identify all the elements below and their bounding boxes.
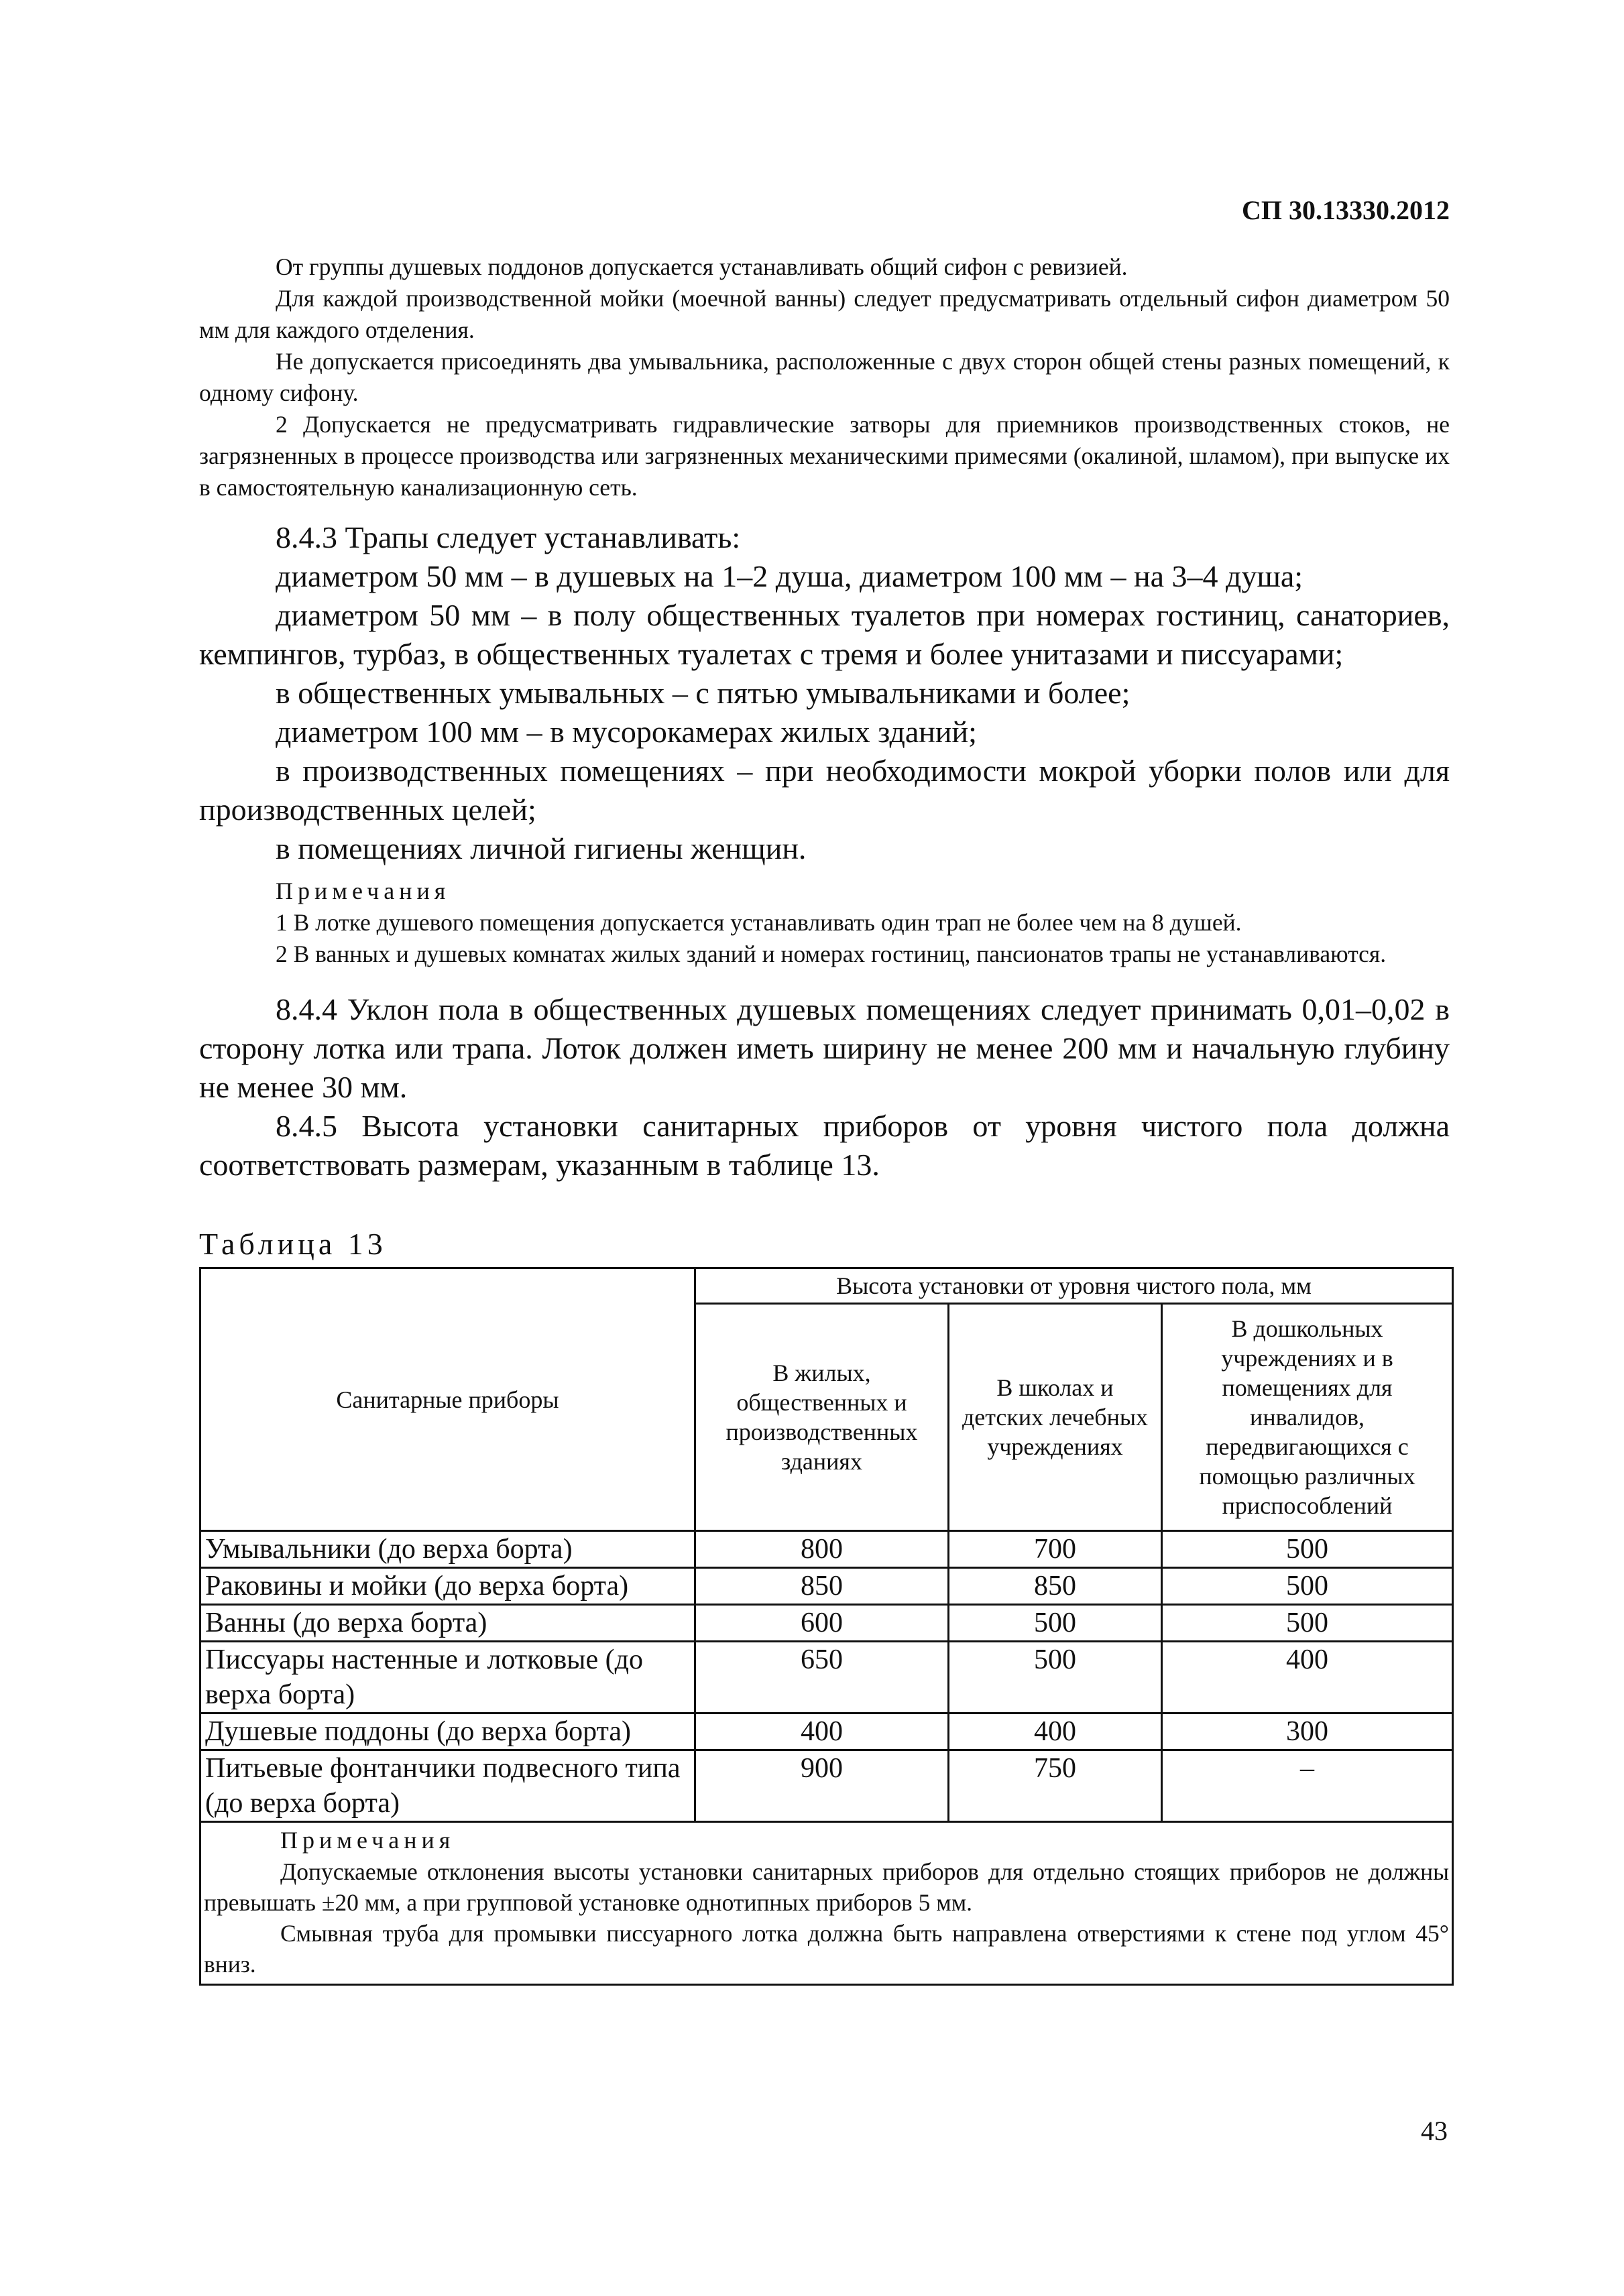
cell-value: 800 bbox=[695, 1531, 949, 1568]
cell-fixture: Умывальники (до верха борта) bbox=[200, 1531, 695, 1568]
paragraph-note-2-hydraulic: 2 Допускается не предусматривать гидравлические затворы для приемников производственных стоков, не загрязненных в процессе производства или загрязненных механическими примесями (окалиной, шламом), при выпуске их в самостоятельную канализационную сеть. bbox=[199, 411, 1450, 501]
table-row bbox=[200, 1531, 1453, 1568]
paragraph-siphon-washbasins: Не допускается присоединять два умывальника, расположенные с двух сторон общей стены разных помещений, к одному сифону. bbox=[199, 348, 1450, 406]
paragraph-siphon-mojka: Для каждой производственной мойки (моечной ванны) следует предусматривать отдельный сифон диаметром 50 мм для каждого отделения. bbox=[199, 285, 1450, 343]
cell-fixture: Ванны (до верха борта) bbox=[200, 1605, 695, 1642]
document-code: СП 30.13330.2012 bbox=[1242, 195, 1450, 225]
header-col-preschool: В дошкольных учреждениях и в помещениях для инвалидов, передвигающихся с помощью различных приспособлений bbox=[1162, 1304, 1453, 1531]
header-col-schools: В школах и детских лечебных учреждениях bbox=[949, 1304, 1162, 1531]
section-8-4-3-heading: 8.4.3 Трапы следует устанавливать: bbox=[276, 520, 741, 554]
cell-value: 500 bbox=[1162, 1531, 1453, 1568]
paragraph-siphon-group: От группы душевых поддонов допускается устанавливать общий сифон с ревизией. bbox=[276, 253, 1128, 280]
cell-value: 600 bbox=[695, 1605, 949, 1642]
header-fixtures: Санитарные приборы bbox=[200, 1268, 695, 1531]
cell-value: 400 bbox=[1162, 1642, 1453, 1713]
table-13 bbox=[199, 1267, 1454, 1986]
table-notes-title: Примечания bbox=[280, 1827, 455, 1854]
section-8-4-5: 8.4.5 Высота установки санитарных приборов от уровня чистого пола должна соответствовать размерам, указанным в таблице 13. bbox=[199, 1109, 1450, 1182]
notes-title: Примечания bbox=[276, 878, 451, 904]
list-item: диаметром 50 мм – в душевых на 1–2 душа, диаметром 100 мм – на 3–4 душа; bbox=[276, 559, 1303, 593]
cell-value: 500 bbox=[949, 1642, 1162, 1713]
cell-value: 700 bbox=[949, 1531, 1162, 1568]
table-row bbox=[200, 1568, 1453, 1605]
header-height-group: Высота установки от уровня чистого пола, мм bbox=[695, 1268, 1453, 1304]
note-item: 2 В ванных и душевых комнатах жилых зданий и номерах гостиниц, пансионатов трапы не устанавливаются. bbox=[276, 941, 1387, 967]
table-row bbox=[200, 1750, 1453, 1822]
list-item: в общественных умывальных – с пятью умывальниками и более; bbox=[276, 676, 1130, 710]
table-row bbox=[200, 1605, 1453, 1642]
note-item: 1 В лотке душевого помещения допускается устанавливать один трап не более чем на 8 душей. bbox=[276, 909, 1242, 936]
table-note-item: Допускаемые отклонения высоты установки санитарных приборов для отдельно стоящих приборов не должны превышать ±20 мм, а при групповой установке однотипных приборов 5 мм. bbox=[204, 1858, 1450, 1916]
cell-value: 850 bbox=[949, 1568, 1162, 1605]
table-notes-row bbox=[200, 1822, 1453, 1985]
cell-value: 300 bbox=[1162, 1713, 1453, 1750]
cell-value: 900 bbox=[695, 1750, 949, 1822]
cell-fixture: Раковины и мойки (до верха борта) bbox=[200, 1568, 695, 1605]
cell-value: 650 bbox=[695, 1642, 949, 1713]
cell-value: 400 bbox=[949, 1713, 1162, 1750]
cell-value: – bbox=[1162, 1750, 1453, 1822]
table-row bbox=[200, 1642, 1453, 1713]
table-notes bbox=[200, 1822, 1453, 1985]
table-caption: Таблица 13 bbox=[199, 1227, 387, 1261]
list-item: диаметром 50 мм – в полу общественных туалетов при номерах гостиниц, санаториев, кемпингов, турбаз, в общественных туалетах с тремя и более унитазами и писсуарами; bbox=[199, 598, 1450, 671]
page-content bbox=[199, 251, 1450, 1986]
cell-fixture: Писсуары настенные и лотковые (до верха борта) bbox=[200, 1642, 695, 1713]
list-item: диаметром 100 мм – в мусорокамерах жилых зданий; bbox=[276, 715, 977, 749]
cell-fixture: Питьевые фонтанчики подвесного типа (до верха борта) bbox=[200, 1750, 695, 1822]
header-col-residential: В жилых, общественных и производственных зданиях bbox=[695, 1304, 949, 1531]
cell-value: 500 bbox=[949, 1605, 1162, 1642]
cell-value: 500 bbox=[1162, 1605, 1453, 1642]
cell-value: 750 bbox=[949, 1750, 1162, 1822]
page-number: 43 bbox=[1421, 2116, 1448, 2146]
list-item: в производственных помещениях – при необходимости мокрой уборки полов или для производственных целей; bbox=[199, 753, 1450, 827]
table-row bbox=[200, 1713, 1453, 1750]
cell-value: 500 bbox=[1162, 1568, 1453, 1605]
section-8-4-4: 8.4.4 Уклон пола в общественных душевых помещениях следует принимать 0,01–0,02 в сторону лотка или трапа. Лоток должен иметь ширину не менее 200 мм и начальную глубину не менее 30 мм. bbox=[199, 992, 1450, 1104]
table-note-item: Смывная труба для промывки писсуарного лотка должна быть направлена отверстиями к стене под углом 45° вниз. bbox=[204, 1920, 1450, 1978]
cell-value: 400 bbox=[695, 1713, 949, 1750]
cell-value: 850 bbox=[695, 1568, 949, 1605]
list-item: в помещениях личной гигиены женщин. bbox=[276, 831, 807, 865]
cell-fixture: Душевые поддоны (до верха борта) bbox=[200, 1713, 695, 1750]
